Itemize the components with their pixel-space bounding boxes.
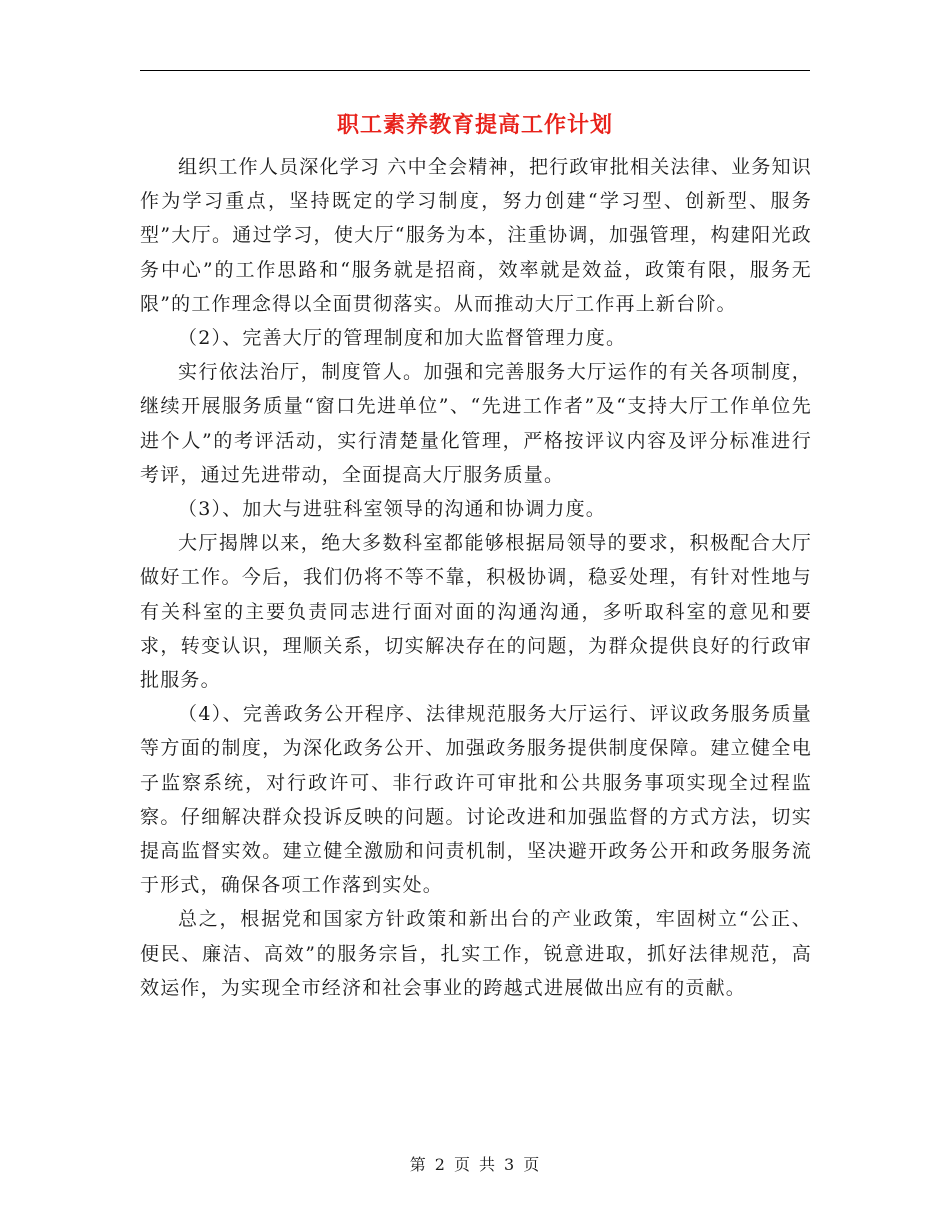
paragraph-7: 总之，根据党和国家方针政策和新出台的产业政策，牢固树立“公正、便民、廉洁、高效”的服务宗旨，扎实工作，锐意进取，抓好法律规范，高效运作，为实现全市经济和社会事业的跨越式进展做出应有的贡献。	[140, 908, 812, 999]
paragraph-5: 大厅揭牌以来，绝大多数科室都能够根据局领导的要求，积极配合大厅做好工作。今后，我们仍将不等不靠，积极协调，稳妥处理，有针对性地与有关科室的主要负责同志进行面对面的沟通沟通，多听取科室的意见和要求，转变认识，理顺关系，切实解决存在的问题，为群众提供良好的行政审批服务。	[140, 532, 812, 692]
paragraph-3: 实行依法治厅，制度管人。加强和完善服务大厅运作的有关各项制度，继续开展服务质量“窗口先进单位”、“先进工作者”及“支持大厅工作单位先进个人”的考评活动，实行清楚量化管理，严格按评议内容及评分标准进行考评，通过先进带动，全面提高大厅服务质量。	[140, 361, 812, 486]
footer-total-suffix: 页	[523, 1155, 541, 1174]
header-rule	[140, 70, 810, 71]
document-title: 职工素养教育提高工作计划	[336, 112, 613, 138]
paragraph-6: （4）、完善政务公开程序、法律规范服务大厅运行、评议政务服务质量等方面的制度，为深化政务公开、加强政务服务提供制度保障。建立健全电子监察系统，对行政许可、非行政许可审批和公共服务事项实现全过程监察。仔细解决群众投诉反映的问题。讨论改进和加强监督的方式方法，切实提高监督实效。建立健全激励和问责机制，坚决避开政务公开和政务服务流于形式，确保各项工作落到实处。	[140, 703, 812, 897]
footer-current-page: 2	[434, 1155, 446, 1174]
paragraph-4-heading: （3）、加大与进驻科室领导的沟通和协调力度。	[178, 498, 606, 521]
footer-page-prefix: 第	[409, 1155, 427, 1174]
document-body	[140, 150, 812, 1005]
paragraph-1: 组织工作人员深化学习 六中全会精神，把行政审批相关法律、业务知识作为学习重点，坚持既定的学习制度，努力创建“学习型、创新型、服务型”大厅。通过学习，使大厅“服务为本，注重协调，加强管理，构建阳光政务中心”的工作思路和“服务就是招商，效率就是效益，政策有限，服务无限”的工作理念得以全面贯彻落实。从而推动大厅工作再上新台阶。	[140, 156, 812, 315]
footer-total-prefix: 共	[479, 1155, 497, 1174]
footer-total-pages: 3	[504, 1155, 516, 1174]
paragraph-2-heading: （2）、完善大厅的管理制度和加大监督管理力度。	[178, 327, 627, 350]
page-footer	[140, 1152, 810, 1175]
footer-page-word: 页	[453, 1155, 471, 1174]
